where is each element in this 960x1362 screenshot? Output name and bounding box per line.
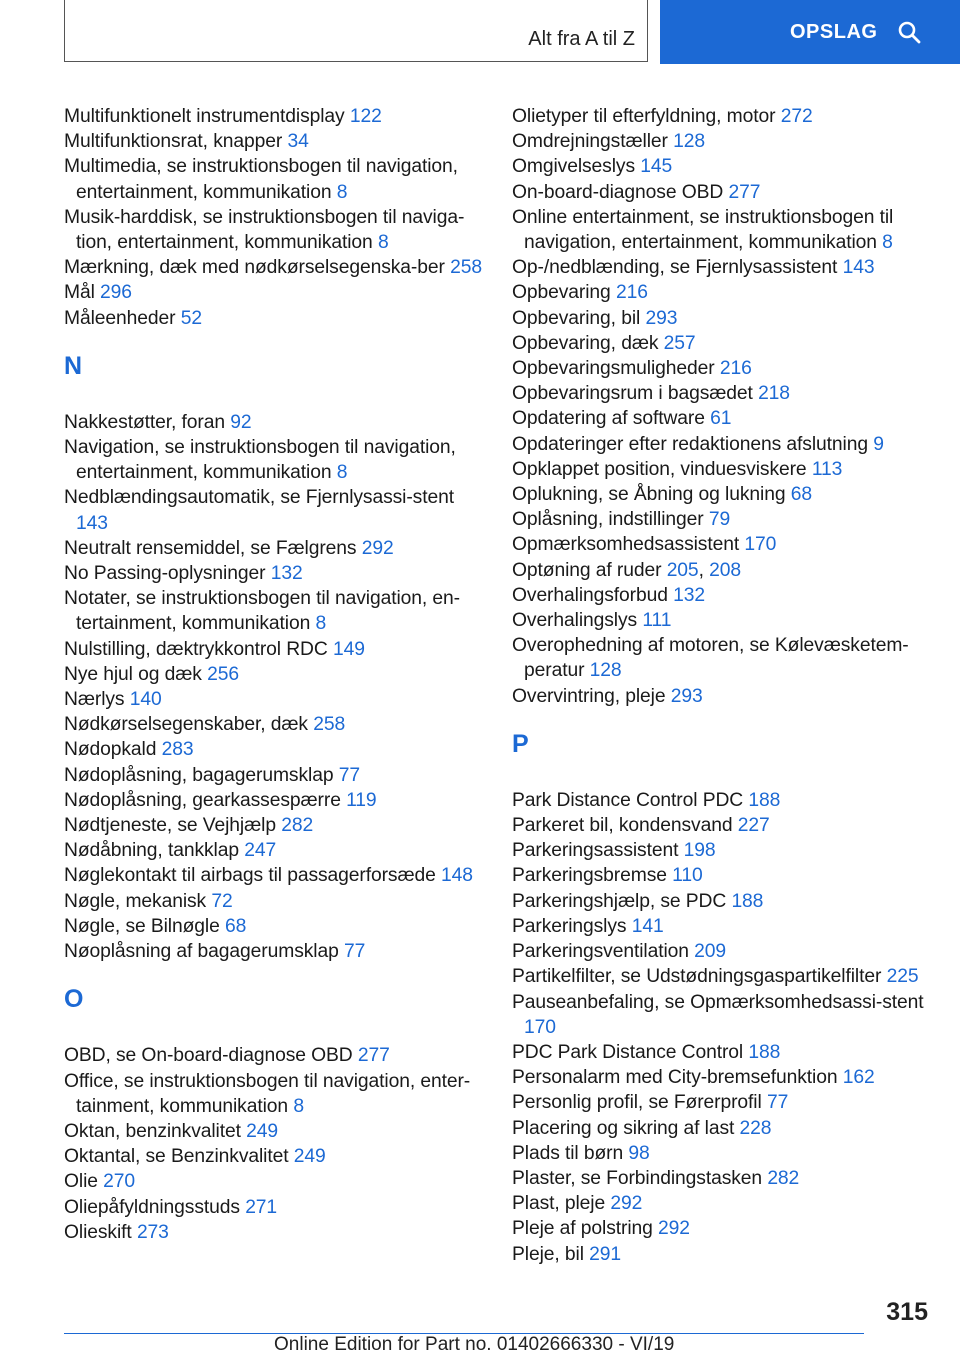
page-link[interactable]: 292: [610, 1193, 643, 1215]
page-link[interactable]: 128: [589, 660, 622, 682]
section-letter-o: O: [64, 985, 84, 1014]
page-link[interactable]: 291: [589, 1243, 622, 1265]
page-link[interactable]: 225: [886, 966, 919, 988]
index-entry-text: Opbevaringsmuligheder: [512, 358, 715, 380]
index-entry: [512, 255, 932, 280]
page-link[interactable]: 149: [332, 638, 365, 660]
index-entry: [64, 129, 484, 154]
index-entry-text: Nødtjeneste, se Vejhjælp: [64, 815, 276, 837]
index-entry: [64, 536, 484, 561]
footer-edition-text: Online Edition for Part no. 01402666330 - VI/19: [274, 1334, 675, 1355]
index-entry-text: Opbevaring: [512, 282, 611, 304]
index-entry-text: Office, se instruktionsbogen til navigation, enter-tainment, kommunikation: [64, 1070, 471, 1117]
index-entry-text: Pleje, bil: [512, 1243, 584, 1265]
index-entry-text: Personalarm med City-bremsefunktion: [512, 1067, 838, 1089]
page-link[interactable]: 77: [766, 1092, 789, 1114]
index-entry-text: Nødåbning, tankklap: [64, 840, 239, 862]
index-entry-text: Nødopkald: [64, 739, 157, 761]
page-link[interactable]: 188: [748, 789, 781, 811]
page-link[interactable]: 209: [694, 941, 727, 963]
tab-search[interactable]: [660, 0, 960, 64]
index-entry-text: On-board-diagnose OBD: [512, 181, 724, 203]
page-link[interactable]: 8: [293, 1095, 304, 1117]
index-column-left: [64, 104, 484, 1245]
index-column-right: [512, 104, 932, 1267]
index-entry: [512, 331, 932, 356]
index-entry-text: Omgivelseslys: [512, 156, 635, 178]
page-link[interactable]: 258: [313, 714, 346, 736]
index-entry-text: Nedblændingsautomatik, se Fjernlysassi-stent: [64, 487, 454, 509]
index-entry: [64, 1043, 484, 1068]
section-letter-p: P: [512, 729, 529, 758]
index-entry-text: Multifunktionsrat, knapper: [64, 131, 283, 153]
index-entry-text: Nødkørselsegenskaber, dæk: [64, 714, 308, 736]
page-link[interactable]: 9: [873, 433, 884, 455]
page-link[interactable]: 282: [767, 1167, 800, 1189]
section-letter-n: N: [64, 351, 83, 380]
page-link[interactable]: 140: [129, 689, 162, 711]
page-link[interactable]: 141: [631, 915, 664, 937]
index-entry-text: Multimedia, se instruktionsbogen til navigation, entertainment, kommunikation: [64, 156, 458, 203]
index-entry-text: Nøgle, mekanisk: [64, 890, 207, 912]
page-link[interactable]: 271: [245, 1196, 278, 1218]
page-link[interactable]: 296: [100, 282, 132, 304]
page-link[interactable]: 247: [244, 840, 277, 862]
index-entry-text: Olieskift: [64, 1221, 132, 1243]
page-link[interactable]: 8: [882, 232, 893, 254]
index-entry: [512, 684, 932, 709]
index-entry-text: Plast, pleje: [512, 1193, 606, 1215]
page-link[interactable]: 61: [710, 408, 732, 430]
page-link[interactable]: 113: [811, 458, 843, 480]
page-link[interactable]: 208: [709, 559, 741, 581]
index-entry: [512, 939, 932, 964]
index-entry-text: Opbevaring, dæk: [512, 332, 659, 354]
index-entry-text: Navigation, se instruktionsbogen til navigation, entertainment, kommunikation: [64, 437, 456, 484]
index-entry: [512, 129, 932, 154]
index-entry: [64, 1169, 484, 1194]
page-link[interactable]: 249: [246, 1120, 279, 1142]
page-link[interactable]: 68: [225, 915, 247, 937]
page-link[interactable]: 283: [161, 739, 194, 761]
index-entry: [64, 1220, 484, 1245]
index-entry: [512, 633, 932, 683]
index-entry: [512, 180, 932, 205]
index-entry: [512, 1040, 932, 1065]
index-entry: [512, 104, 932, 129]
index-entry-text: Parkeringsassistent: [512, 840, 679, 862]
index-entry: [512, 583, 932, 608]
index-entry: [512, 532, 932, 557]
index-entry-text: Overhalingsforbud: [512, 584, 668, 606]
page-link[interactable]: 111: [642, 610, 672, 632]
index-entry: [64, 763, 484, 788]
index-entry: [64, 561, 484, 586]
index-entry: [512, 1191, 932, 1216]
index-entry: [64, 154, 484, 204]
page-link[interactable]: 188: [748, 1041, 781, 1063]
index-entry: [64, 255, 484, 280]
page-link[interactable]: 110: [672, 865, 703, 887]
index-entry-text: Opbevaringsrum i bagsædet: [512, 383, 753, 405]
index-entry-text: Plaster, se Forbindingstasken: [512, 1167, 763, 1189]
index-entry-text: Multifunktionelt instrumentdisplay: [64, 106, 345, 127]
index-entry: [64, 1069, 484, 1119]
index-entry-text: Optøning af ruder: [512, 559, 662, 581]
index-entry: [512, 154, 932, 179]
index-entry: [512, 813, 932, 838]
index-entry: [512, 1242, 932, 1267]
index-entry-text: Nøoplåsning af bagagerumsklap: [64, 941, 339, 963]
index-entry: Optøning af ruder 205, 208: [512, 559, 741, 581]
index-entry: [64, 1195, 484, 1220]
index-entry: [512, 608, 932, 633]
index-entry-text: Overhalingslys: [512, 610, 638, 632]
page-link[interactable]: 256: [207, 663, 239, 685]
page-link[interactable]: 170: [524, 1016, 556, 1038]
index-entry-text: Oktantal, se Benzinkvalitet: [64, 1146, 289, 1168]
page-link[interactable]: 258: [450, 257, 482, 279]
index-entry-text: Nærlys: [64, 689, 125, 711]
index-entry-text: Nakkestøtter, foran: [64, 411, 225, 433]
page-link[interactable]: 257: [663, 332, 696, 354]
page-link[interactable]: 8: [377, 232, 389, 254]
index-entry: [64, 737, 484, 762]
tab-a-to-z-label: Alt fra A til Z: [528, 28, 635, 50]
index-entry-text: Notater, se instruktionsbogen til navigation, en-tertainment, kommunikation: [64, 588, 460, 635]
page-link[interactable]: 277: [357, 1045, 390, 1067]
page-link[interactable]: 119: [346, 789, 377, 811]
index-entry: [512, 306, 932, 331]
page-link[interactable]: 52: [180, 307, 202, 329]
index-entry-text: Opdatering af software: [512, 408, 705, 430]
page-link[interactable]: 8: [336, 462, 348, 484]
index-entry-text: Opmærksomhedsassistent: [512, 534, 740, 556]
index-entry-text: Overophedning af motoren, se Kølevæsketem-peratur: [512, 635, 909, 682]
page-link[interactable]: 272: [780, 106, 813, 127]
index-entry-text: OBD, se On-board-diagnose OBD: [64, 1045, 353, 1067]
index-entry: [512, 1216, 932, 1241]
page-link[interactable]: 98: [628, 1142, 650, 1164]
index-entry: [64, 435, 484, 485]
index-entry-text: Online entertainment, se instruktionsbogen til navigation, entertainment, kommunikation: [512, 206, 894, 254]
index-entry-text: Opdateringer efter redaktionens afslutning: [512, 433, 868, 455]
page-link[interactable]: 282: [281, 815, 314, 837]
page-link[interactable]: 79: [708, 509, 731, 531]
page-link[interactable]: 170: [744, 534, 777, 556]
tab-search-label: OPSLAG: [790, 20, 878, 43]
index-entry: [512, 914, 932, 939]
page-link[interactable]: 162: [842, 1067, 875, 1089]
index-entry: [512, 205, 932, 255]
page-link[interactable]: 122: [349, 106, 382, 127]
page-link[interactable]: 68: [790, 484, 812, 506]
index-entry: [512, 838, 932, 863]
page-link[interactable]: 277: [728, 181, 761, 203]
index-entry-text: Nøgle, se Bilnøgle: [64, 915, 220, 937]
index-entry-text: Olie: [64, 1171, 98, 1193]
index-entry: [512, 1065, 932, 1090]
page-link[interactable]: 77: [343, 941, 366, 963]
page-link[interactable]: 128: [673, 131, 705, 153]
index-entry: [512, 482, 932, 507]
index-entry: [64, 914, 484, 939]
page-link[interactable]: 8: [315, 613, 327, 635]
page-link[interactable]: 205: [666, 559, 699, 581]
index-entry: [512, 990, 932, 1040]
index-entry: [64, 586, 484, 636]
index-entry: [512, 432, 932, 457]
index-entry-text: Oliepåfyldningsstuds: [64, 1196, 240, 1218]
page-link[interactable]: 92: [230, 411, 252, 433]
index-entry-text: Neutralt rensemiddel, se Fælgrens: [64, 537, 357, 559]
index-entry: [512, 1090, 932, 1115]
index-entry: [64, 205, 484, 255]
index-entry-text: Mærkning, dæk med nødkørselsegenska-ber: [64, 257, 445, 279]
page-link[interactable]: 218: [758, 383, 790, 405]
page-link[interactable]: 227: [737, 815, 770, 837]
index-entry: [64, 863, 484, 888]
index-entry: [512, 406, 932, 431]
index-entry: [64, 687, 484, 712]
index-entry: [64, 485, 484, 535]
index-entry-text: Pauseanbefaling, se Opmærksomhedsassi-stent: [512, 991, 924, 1013]
index-entry-text: Partikelfilter, se Udstødningsgaspartikelfilter: [512, 966, 882, 988]
search-icon: [897, 20, 921, 44]
index-entry-text: Parkeringsventilation: [512, 941, 689, 963]
page-link[interactable]: 293: [645, 307, 678, 329]
index-entry-text: Plads til børn: [512, 1142, 624, 1164]
index-entry: [512, 1116, 932, 1141]
page-link[interactable]: 198: [683, 840, 716, 862]
index-entry-text: No Passing-oplysninger: [64, 563, 266, 585]
index-entry-text: Opbevaring, bil: [512, 307, 641, 329]
page-link[interactable]: 8: [336, 181, 348, 203]
page-link[interactable]: 34: [287, 131, 309, 153]
index-entry: [64, 1144, 484, 1169]
index-entry: [64, 939, 484, 964]
index-entry-text: Oktan, benzinkvalitet: [64, 1120, 241, 1142]
page-link[interactable]: 132: [270, 563, 303, 585]
page-link[interactable]: 216: [615, 282, 648, 304]
index-entry-text: Parkeringslys: [512, 915, 627, 937]
index-entry: [64, 712, 484, 737]
index-entry-text: Op-/nedblænding, se Fjernlysassistent: [512, 257, 838, 279]
index-entry: [64, 104, 484, 129]
page-link[interactable]: 148: [441, 865, 473, 887]
index-entry: [64, 1119, 484, 1144]
page-link[interactable]: 293: [670, 685, 703, 707]
page-link[interactable]: 273: [136, 1221, 169, 1243]
index-entry: [64, 280, 484, 305]
index-entry: [512, 457, 932, 482]
index-entry: [512, 381, 932, 406]
index-entry: [64, 813, 484, 838]
index-entry: [64, 637, 484, 662]
index-entry-text: Pleje af polstring: [512, 1218, 653, 1240]
page-link[interactable]: 132: [673, 584, 705, 606]
index-entry-text: Omdrejningstæller: [512, 131, 668, 153]
tab-a-to-z[interactable]: [64, 0, 648, 62]
index-entry-text: Måleenheder: [64, 307, 176, 329]
index-entry: [64, 306, 484, 331]
index-entry: [512, 1141, 932, 1166]
index-entry: [512, 507, 932, 532]
page-number: 315: [886, 1298, 928, 1326]
index-entry-text: Placering og sikring af last: [512, 1117, 735, 1139]
index-entry-text: Nødoplåsning, bagagerumsklap: [64, 764, 334, 786]
index-entry-text: Musik-harddisk, se instruktionsbogen til naviga-tion, entertainment, kommunikation: [64, 206, 465, 254]
index-entry-text: Olietyper til efterfyldning, motor: [512, 106, 776, 127]
index-entry-text: Mål: [64, 282, 95, 304]
index-entry: [512, 356, 932, 381]
index-entry: [512, 964, 932, 989]
index-entry-text: Oplåsning, indstillinger: [512, 509, 704, 531]
page-link[interactable]: 145: [640, 156, 673, 178]
index-entry-text: Nøglekontakt til airbags til passagerforsæde: [64, 865, 436, 887]
page-link[interactable]: 188: [731, 890, 764, 912]
index-entry: [512, 280, 932, 305]
page-link[interactable]: 143: [76, 512, 108, 534]
index-entry-text: Nye hjul og dæk: [64, 663, 202, 685]
page-link[interactable]: 292: [361, 537, 394, 559]
index-entry-text: Overvintring, pleje: [512, 685, 666, 707]
index-entry-text: Nulstilling, dæktrykkontrol RDC: [64, 638, 328, 660]
index-entry-text: Nødoplåsning, gearkassespærre: [64, 789, 341, 811]
index-entry-text: PDC Park Distance Control: [512, 1041, 744, 1063]
page-link[interactable]: 292: [658, 1218, 690, 1240]
index-entry-text: Personlig profil, se Førerprofil: [512, 1092, 762, 1114]
page-link[interactable]: 77: [338, 764, 360, 786]
index-entry: [64, 410, 484, 435]
page-link[interactable]: 270: [103, 1171, 136, 1193]
index-entry: [512, 1166, 932, 1191]
page-link[interactable]: 249: [293, 1146, 326, 1168]
index-entry: [64, 662, 484, 687]
index-entry: [64, 838, 484, 863]
index-entry: [64, 788, 484, 813]
index-entry-text: Parkeret bil, kondensvand: [512, 815, 733, 837]
index-entry: [64, 889, 484, 914]
index-entry-text: Park Distance Control PDC: [512, 789, 744, 811]
index-entry-text: Parkeringshjælp, se PDC: [512, 890, 727, 912]
page-link[interactable]: 72: [211, 890, 233, 912]
page-link[interactable]: 228: [739, 1117, 772, 1139]
index-entry: [512, 863, 932, 888]
index-entry-text: Parkeringsbremse: [512, 865, 667, 887]
page-link[interactable]: 216: [719, 358, 752, 380]
index-entry-text: Opklappet position, vinduesviskere: [512, 458, 807, 480]
page-link[interactable]: 143: [842, 257, 875, 279]
index-entry: [512, 788, 932, 813]
index-entry-text: Oplukning, se Åbning og lukning: [512, 484, 786, 506]
index-entry: [512, 889, 932, 914]
